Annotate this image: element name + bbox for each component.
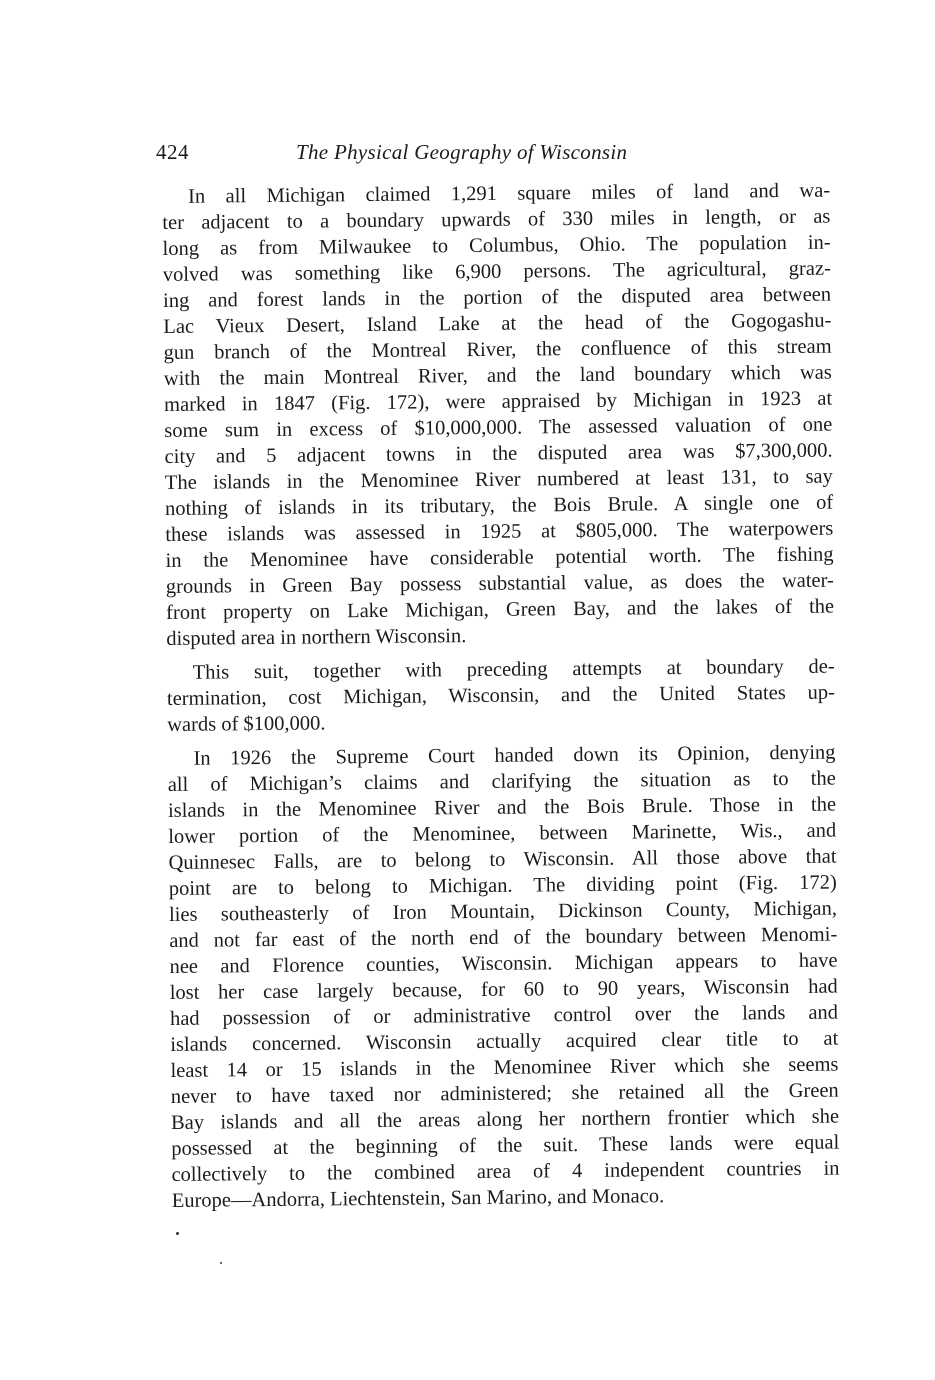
text-line: wards of $100,000. [167,712,326,736]
text-line: some sum in excess of $10,000,000. The assessed valuation of one [164,413,833,442]
text-line: marked in 1847 (Fig. 172), were appraised by Michigan in 1923 at [164,387,833,416]
text-line: and not far east of the north end of the boundary between Menomi- [169,923,838,952]
text-line: Bay islands and all the areas along her northern frontier which she [170,1105,840,1134]
text-line: nee and Florence counties, Wisconsin. Michigan appears to have [169,949,838,978]
text-line: lies southeasterly of Iron Mountain, Dickinson County, Michigan, [168,897,838,926]
text-line: least 14 or 15 islands in the Menominee River which she seems [170,1053,839,1082]
text-line: front property on Lake Michigan, Green Bay, and the lakes of the [166,595,835,624]
ink-speck [176,1232,179,1235]
text-line: ing and forest lands in the portion of the disputed area between [163,283,832,312]
text-line: Europe—Andorra, Liechtenstein, San Marino, and Monaco. [171,1185,665,1212]
running-head [156,140,836,170]
text-line: long as from Milwaukee to Columbus, Ohio. The population in- [162,231,831,260]
text-line: collectively to the combined area of 4 independent countries in [171,1157,840,1186]
text-line: termination, cost Michigan, Wisconsin, and the United States up- [166,681,836,710]
text-line: never to have taxed nor administered; she retained all the Green [170,1079,839,1108]
text-line: In 1926 the Supreme Court handed down its Opinion, denying [193,741,836,770]
text-line: islands in the Menominee River and the Bois Brule. Those in the [167,793,837,822]
running-title: The Physical Geography of Wisconsin [296,140,628,164]
text-line: In all Michigan claimed 1,291 square miles of land and wa- [188,179,831,208]
text-line: Quinnesec Falls, are to belong to Wisconsin. All those above that [168,845,837,874]
paragraph-cost [167,654,836,738]
text-line: city and 5 adjacent towns in the disputed area was $7,300,000. [164,439,833,468]
text-line: volved was something like 6,900 persons. The agricultural, graz- [162,257,831,286]
ink-speck [220,1262,222,1264]
text-line: disputed area in northern Wisconsin. [166,625,467,650]
text-line: had possession of or administrative control over the lands and [169,1001,839,1030]
text-line: grounds in Green Bay possess substantial value, as does the water- [165,569,834,598]
text-line: lower portion of the Menominee, between Marinette, Wis., and [168,819,837,848]
text-line: possessed at the beginning of the suit. These lands were equal [171,1131,840,1160]
text-line: point are to belong to Michigan. The dividing point (Fig. 172) [168,871,837,900]
page-number: 424 [156,140,189,164]
paragraph-opinion [167,740,839,1214]
text-line: nothing of islands in its tributary, the Bois Brule. A single one of [165,491,834,520]
body-text [162,178,840,1222]
text-line: these islands was assessed in 1925 at $805,000. The waterpowers [165,517,834,546]
text-line: Lac Vieux Desert, Island Lake at the head of the Gogogashu- [163,309,832,338]
text-line: The islands in the Menominee River numbered at least 131, to say [164,465,833,494]
text-line: with the main Montreal River, and the land boundary which was [163,361,832,390]
text-line: islands concerned. Wisconsin actually acquired clear title to at [170,1027,839,1056]
text-line: This suit, together with preceding attempts at boundary de- [192,655,835,684]
text-line: ter adjacent to a boundary upwards of 330 miles in length, or as [162,205,831,234]
text-line: all of Michigan’s claims and clarifying the situation as to the [167,767,836,796]
text-line: in the Menominee have considerable potential worth. The fishing [165,543,834,572]
text-line: gun branch of the Montreal River, the confluence of this stream [163,335,832,364]
paragraph-claims [162,178,834,652]
text-line: lost her case largely because, for 60 to 90 years, Wisconsin had [169,975,838,1004]
